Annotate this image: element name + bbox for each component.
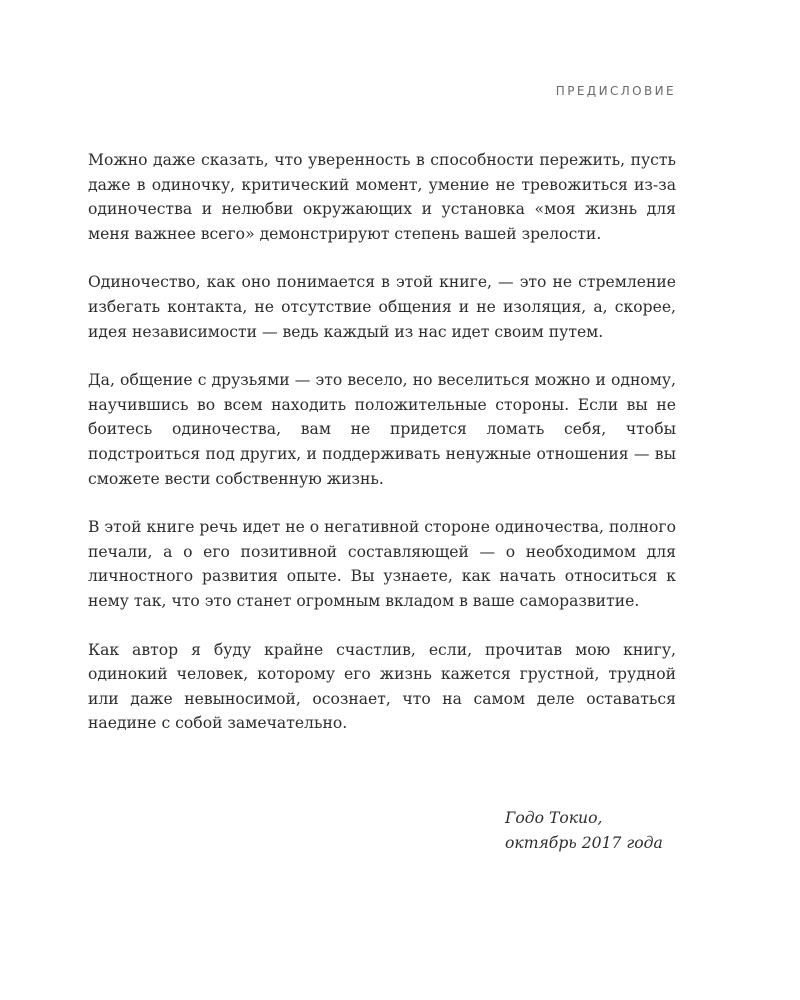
- paragraph-4: В этой книге речь идет не о негативной стороне одиночества, полного печали, а о его позитивной составляющей — о необходимом для личностного развития опыте. Вы узнаете, как начать относиться к нему так, что это станет огромным вкладом в ваше саморазвитие.: [88, 518, 676, 610]
- body-text: [88, 148, 676, 760]
- signature-author: Годо Токио,: [505, 809, 603, 827]
- paragraph-3: Да, общение с друзьями — это весело, но веселиться можно и одному, научившись во всем находить положительные стороны. Если вы не боитесь одиночества, вам не придется ломать себя, чтобы подстроиться под других, и поддерживать ненужные отношения — вы сможете вести собственную жизнь.: [88, 371, 676, 488]
- signature-date: октябрь 2017 года: [505, 833, 663, 852]
- paragraph-1: Можно даже сказать, что уверенность в способности пережить, пусть даже в одиночку, критический момент, умение не тревожиться из-за одиночества и нелюбви окружающих и установка «моя жизнь для меня важнее всего» демонстрируют степень вашей зрелости.: [88, 151, 676, 243]
- signature: [505, 806, 663, 855]
- paragraph-5: Как автор я буду крайне счастлив, если, прочитав мою книгу, одинокий человек, которому его жизнь кажется грустной, трудной или даже невыносимой, осознает, что на самом деле оставаться наедине с собой замечательно.: [88, 640, 676, 733]
- paragraph-2: Одиночество, как оно понимается в этой книге, — это не стремление избегать контакта, не отсутствие общения и не изоляция, а, скорее, идея независимости — ведь каждый из нас идет своим путем.: [88, 273, 676, 341]
- running-header: ПРЕДИСЛОВИЕ: [555, 84, 676, 98]
